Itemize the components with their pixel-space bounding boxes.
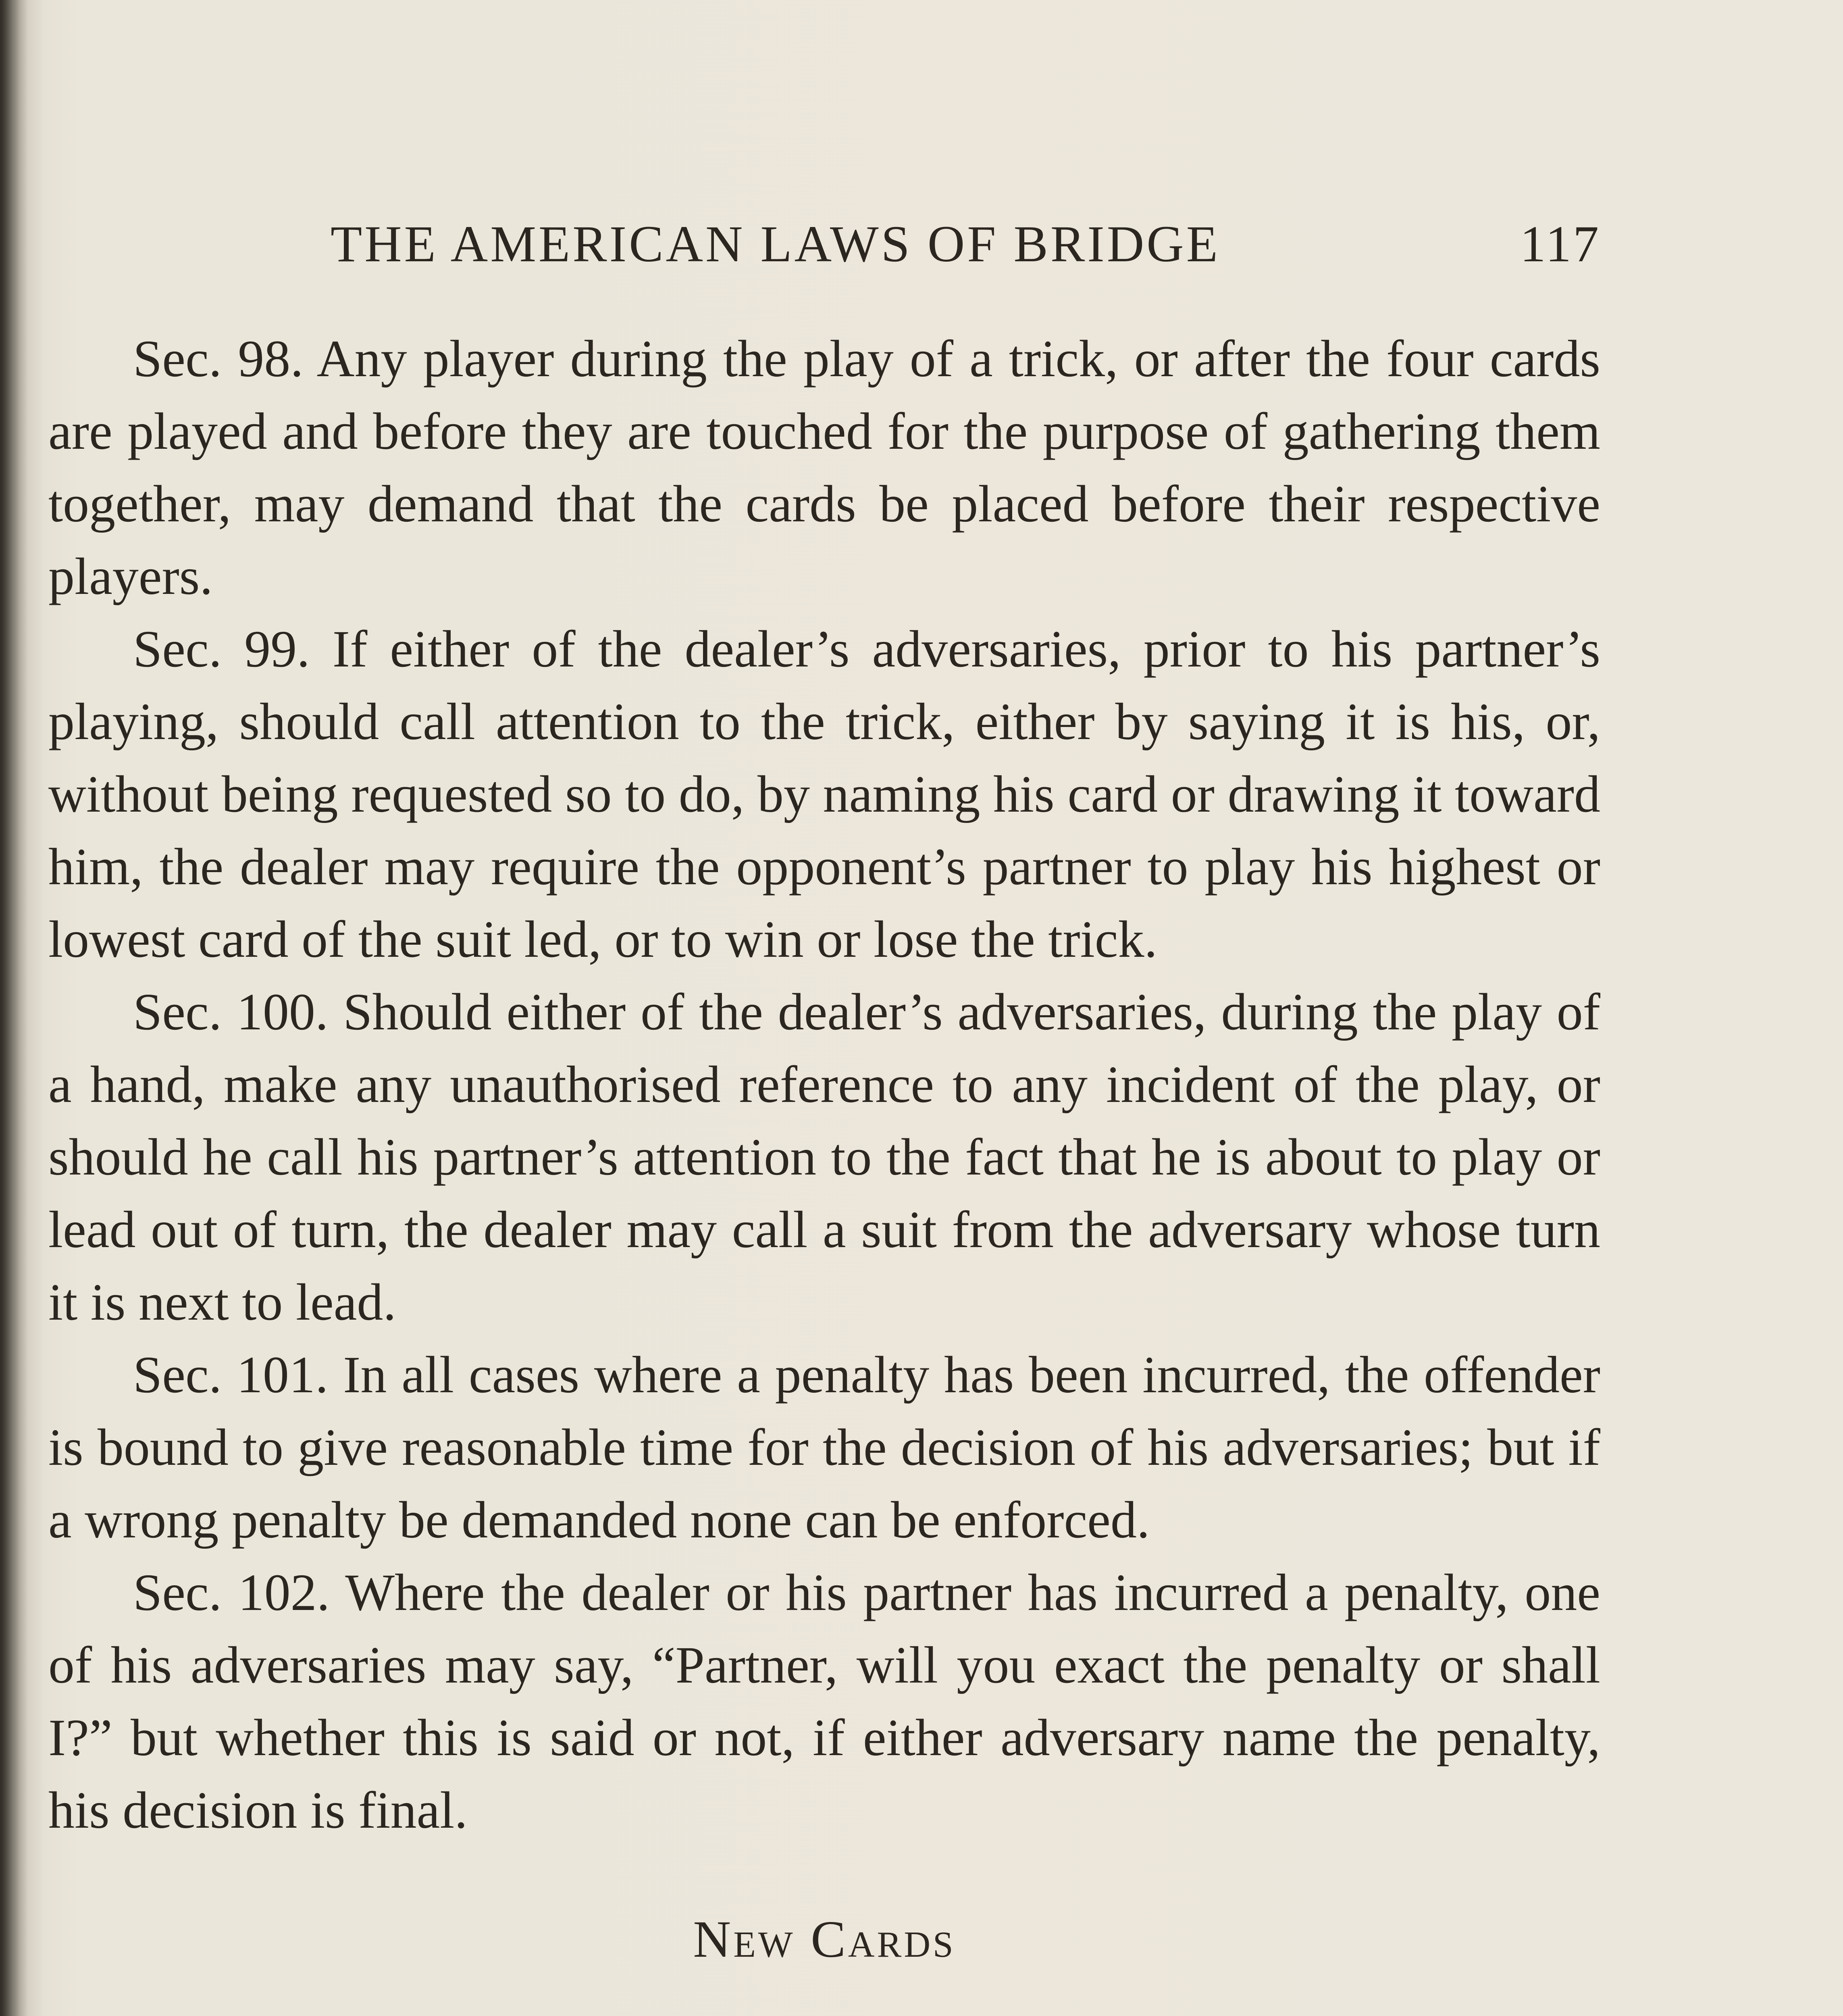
section-98-paragraph: Sec. 98. Any player during the play of a trick, or after the four cards are played and before they are touched for the purpose of gathering them together, may demand that the cards be placed before their respective players. [48, 330, 1600, 606]
section-99-paragraph: Sec. 99. If either of the dealer’s adversaries, prior to his partner’s playing, should call attention to the trick, either by saying it is his, or, without being requested so to do, by naming his card or drawing it toward him, the dealer may require the opponent’s partner to play his highest or lowest card of the suit led, or to win or lose the trick. [48, 620, 1600, 968]
section-102-paragraph: Sec. 102. Where the dealer or his partner has incurred a penalty, one of his adversaries may say, “Partner, will you exact the penalty or shall I?” but whether this is said or not, if either adversary name the penalty, his decision is final. [48, 1564, 1600, 1839]
body-text [48, 323, 1600, 2016]
section-101-paragraph: Sec. 101. In all cases where a penalty has been incurred, the offender is bound to give reasonable time for the decision of his adversaries; but if a wrong penalty be demanded none can be enforced. [48, 1346, 1600, 1549]
section-100-paragraph: Sec. 100. Should either of the dealer’s adversaries, during the play of a hand, make any unauthorised reference to any incident of the play, or should he call his partner’s attention to the fact that he is about to play or lead out of turn, the dealer may call a suit from the adversary whose turn it is next to lead. [48, 983, 1600, 1331]
section-heading: New Cards [693, 1910, 956, 1968]
binding-shadow [0, 0, 28, 2016]
running-head [331, 204, 1600, 284]
page-number: 117 [1520, 215, 1600, 273]
running-title: THE AMERICAN LAWS OF BRIDGE [331, 215, 1220, 273]
